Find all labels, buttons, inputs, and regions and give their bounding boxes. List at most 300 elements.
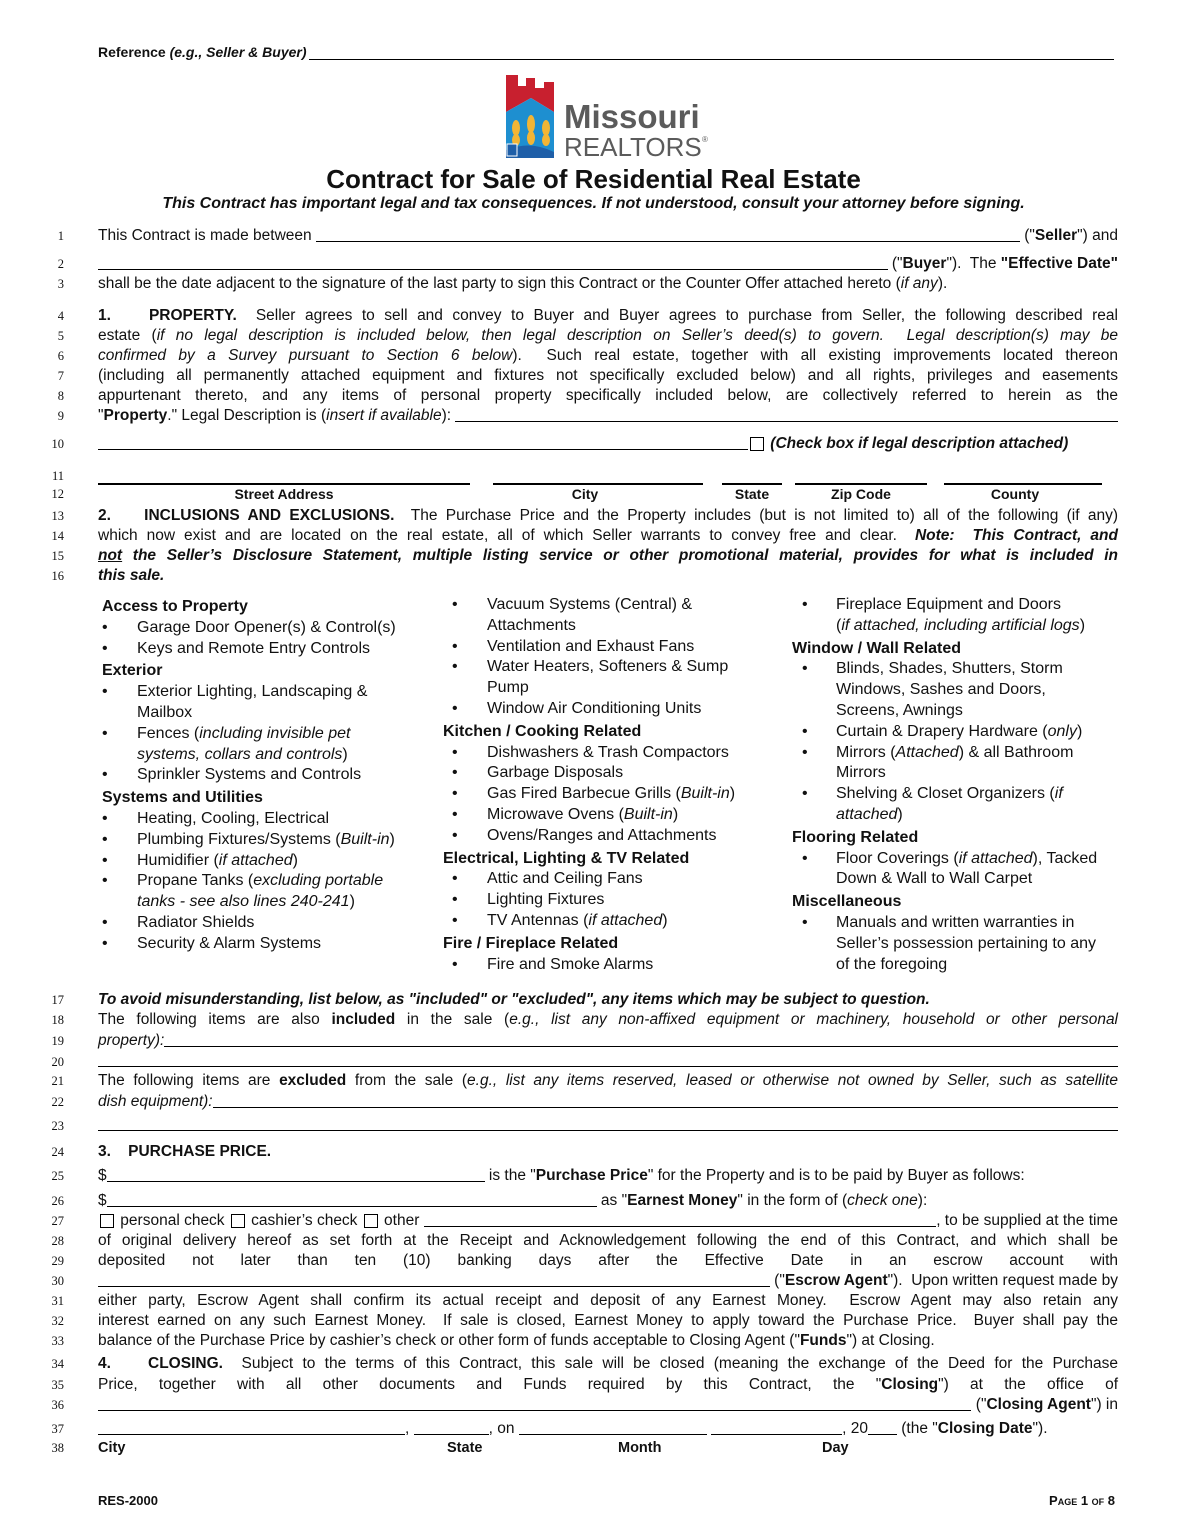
contract-line-6 (98, 346, 1118, 366)
text-run: ") at the office of (938, 1376, 1118, 1393)
fill-in-blank[interactable] (98, 435, 748, 450)
fill-in-blank[interactable] (424, 1212, 936, 1227)
line-number: 17 (51, 993, 64, 1007)
text-run: if attached, including artificial logs (841, 616, 1080, 634)
text-run: estate ( (98, 327, 157, 344)
inclusion-item (443, 637, 773, 658)
county-label: County (990, 486, 1040, 502)
line-number: 9 (57, 409, 64, 423)
text-run: this sale. (98, 567, 165, 584)
text-run: Closing Agent (986, 1396, 1091, 1413)
month-label: Month (618, 1440, 662, 1456)
line-number: 18 (51, 1013, 64, 1027)
line-number: 27 (51, 1214, 64, 1228)
inclusion-item (102, 724, 432, 766)
logo-missouri: Missouri (564, 98, 700, 135)
category-heading: Flooring Related (792, 828, 919, 846)
text-run: Fireplace Equipment and Doors ( (836, 596, 1062, 634)
inclusion-item (792, 743, 1132, 785)
checkbox[interactable] (100, 1214, 114, 1228)
text-run: 1. PROPERTY. (98, 307, 237, 324)
line-number: 7 (57, 369, 64, 383)
contract-line-5 (98, 326, 1118, 346)
text-run: excluding portable tanks - see also lines 240-241 (137, 872, 384, 911)
line-number: 12 (51, 487, 64, 501)
text-run: (" (1019, 227, 1035, 244)
text-run: ) (729, 785, 736, 803)
text-run: The following items are (98, 1072, 280, 1089)
text-run: Microwave Ovens ( (487, 805, 624, 823)
text-run: Garage Door Opener(s) & Control(s) (137, 618, 396, 636)
text-run: Purchase Price (535, 1167, 648, 1184)
inclusion-item (443, 911, 773, 932)
text-run: if attached (218, 851, 293, 869)
text-run: (" (887, 255, 903, 272)
text-run: ) (292, 851, 298, 869)
line-number: 19 (51, 1034, 64, 1048)
inclusions-column-2 (443, 595, 773, 975)
inclusion-item (443, 699, 773, 720)
contract-line-2 (98, 254, 1118, 274)
text-run: Ventilation and Exhaust Fans (487, 637, 695, 655)
text-run: ") and (1077, 227, 1118, 244)
line-number: 15 (51, 549, 64, 563)
county-field[interactable] (944, 483, 1102, 485)
line-number: 25 (51, 1169, 64, 1183)
text-run: Escrow Agent (784, 1272, 888, 1289)
text-run: Subject to the terms of this Contract, this sale will be closed (meaning the exchange of the Deed for the Purchase (222, 1355, 1118, 1372)
text-run: (including all permanently attached equipment and fixtures not specifically excluded below) and all rights, privileges and easements (98, 367, 1118, 384)
line-number: 2 (57, 257, 64, 271)
text-run: Garbage Disposals (487, 764, 624, 782)
text-run: Window Air Conditioning Units (487, 699, 702, 717)
line-number: 20 (51, 1055, 64, 1069)
text-run: Gas Fired Barbecue Grills ( (487, 785, 681, 803)
contract-line-27 (98, 1211, 1118, 1231)
reference-blank[interactable] (309, 47, 1114, 60)
line-number: 24 (51, 1145, 64, 1159)
contract-line-8 (98, 386, 1118, 406)
line-number: 10 (51, 437, 64, 451)
text-run: either party, Escrow Agent shall confirm its actual receipt and deposit of any Earnest Money. Escrow Agent may also retain any (98, 1292, 1118, 1309)
contract-line-19 (98, 1031, 1118, 1051)
contract-line-23 (98, 1116, 1118, 1135)
inclusion-item (443, 595, 773, 637)
fill-in-blank[interactable] (98, 255, 888, 270)
text-run: ). Such real estate, together with all existing improvements located thereon (512, 347, 1119, 364)
inclusion-item (102, 913, 432, 934)
inclusion-item (443, 784, 773, 805)
text-run: Fire and Smoke Alarms (487, 955, 654, 973)
text-run: Seller agrees to sell and convey to Buyer and Buyer agrees to purchase from Seller, the following described real (236, 307, 1118, 324)
text-run: ) (662, 911, 668, 929)
text-run: Closing Date (937, 1420, 1033, 1437)
text-run: , (405, 1420, 414, 1437)
text-run: Attached (895, 743, 959, 761)
category-heading: Fire / Fireplace Related (443, 934, 619, 952)
text-run: ") in (1090, 1396, 1118, 1413)
text-run: only (1047, 722, 1077, 740)
line-number: 13 (51, 509, 64, 523)
text-run: ). (937, 275, 948, 292)
text-run: Built-in (623, 805, 673, 823)
text-run: , 20 (842, 1420, 868, 1437)
text-run: from the sale ( (346, 1072, 468, 1089)
street-address-field[interactable] (98, 483, 470, 485)
fill-in-blank[interactable] (98, 1420, 405, 1435)
text-run: Security & Alarm Systems (137, 934, 322, 952)
text-run: Note: This Contract, and (914, 527, 1118, 544)
contract-line-34 (98, 1354, 1118, 1374)
state-label: State (447, 1440, 483, 1456)
line-number: 11 (51, 469, 64, 483)
text-run: ) & all Bathroom Mirrors (836, 743, 1074, 782)
inclusion-item (443, 805, 773, 826)
text-run: e.g., list any non-affixed equipment or machinery, household or other personal (509, 1011, 1119, 1028)
contract-line-32 (98, 1311, 1118, 1331)
category-heading: Electrical, Lighting & TV Related (443, 849, 690, 867)
contract-line-35 (98, 1375, 1118, 1395)
text-run: 3. PURCHASE PRICE. (98, 1143, 272, 1160)
inclusion-item (443, 743, 773, 764)
line-number: 22 (51, 1095, 64, 1109)
fill-in-blank[interactable] (98, 1396, 971, 1411)
line-number: 1 (57, 229, 64, 243)
text-run: To avoid misunderstanding, list below, as "included" or "excluded", any items which may be subject to question. (98, 991, 930, 1008)
text-run: "). The (946, 255, 1001, 272)
text-run: Property (103, 407, 168, 424)
text-run: TV Antennas ( (487, 911, 589, 929)
text-run: Closing (881, 1376, 939, 1393)
text-run: , to be supplied at the time (936, 1212, 1118, 1229)
contract-line-1 (98, 226, 1118, 246)
reference-field[interactable] (98, 44, 1114, 60)
contract-line-33 (98, 1331, 1118, 1351)
contract-line-15 (98, 546, 1118, 566)
text-run: if attached (836, 785, 1063, 823)
line-number: 35 (51, 1378, 64, 1392)
inclusion-item (102, 682, 432, 724)
text-run: the Seller’s Disclosure Statement, multiple listing service or other promotional material, provides for what is included in (122, 547, 1118, 564)
text-run: Water Heaters, Softeners & Sump Pump (487, 658, 729, 697)
fill-in-blank[interactable] (98, 1272, 770, 1287)
line-number: 36 (51, 1398, 64, 1412)
text-run: "). (1032, 1420, 1048, 1437)
text-run: ): (917, 1192, 928, 1209)
fill-in-blank[interactable] (107, 1167, 485, 1182)
inclusion-item (443, 826, 773, 847)
text-run: of original delivery hereof as set forth at the Receipt and Acknowledgement following the end of this Contract, and which shall be (98, 1232, 1118, 1249)
text-run: personal check (116, 1212, 229, 1229)
category-heading: Systems and Utilities (102, 789, 263, 807)
fill-in-blank[interactable] (455, 407, 1118, 422)
text-run: "). Upon written request made by (887, 1272, 1118, 1289)
text-run: " for the Property and is to be paid by Buyer as follows: (647, 1167, 1025, 1184)
contract-line-21 (98, 1071, 1118, 1091)
city-field[interactable] (493, 483, 703, 485)
contract-line-3 (98, 274, 1118, 294)
line-number: 38 (51, 1441, 64, 1455)
text-run: 4. CLOSING. (98, 1355, 223, 1372)
inclusion-item (102, 639, 432, 660)
fill-in-blank[interactable] (107, 1192, 597, 1207)
inclusion-item (792, 849, 1132, 891)
fill-in-blank[interactable] (519, 1420, 707, 1435)
text-run: dish equipment): (98, 1093, 213, 1110)
contract-line-30 (98, 1271, 1118, 1291)
text-run: is the " (484, 1167, 536, 1184)
fill-in-blank[interactable] (711, 1420, 842, 1435)
text-run: if attached (958, 849, 1033, 867)
line-number: 26 (51, 1194, 64, 1208)
text-run: ) (342, 745, 348, 763)
line-number: 6 (57, 349, 64, 363)
form-id: RES-2000 (98, 1493, 158, 1508)
fill-in-blank[interactable] (868, 1420, 897, 1435)
contract-line-37 (98, 1419, 1118, 1439)
inclusion-item (102, 851, 432, 872)
text-run: Humidifier ( (137, 851, 219, 869)
text-run: confirmed by a Survey pursuant to Section 6 below (98, 347, 513, 364)
text-run: Built-in (680, 785, 730, 803)
text-run: deposited not later than ten (10) banking days after the Effective Date in an escrow account with (98, 1252, 1118, 1269)
contract-line-10 (98, 434, 1118, 454)
inclusions-column-1 (102, 595, 432, 955)
line-number: 29 (51, 1254, 64, 1268)
contract-line-14 (98, 526, 1118, 546)
text-run: not (98, 547, 123, 564)
contract-line-31 (98, 1291, 1118, 1311)
text-run: (" (971, 1396, 987, 1413)
category-heading: Miscellaneous (792, 893, 902, 911)
street-address-label: Street Address (234, 486, 334, 502)
text-run: other (379, 1212, 424, 1229)
line-number: 37 (51, 1422, 64, 1436)
text-run: e.g., list any items reserved, leased or otherwise not owned by Seller, such as satellite (467, 1072, 1118, 1089)
inclusion-item (443, 869, 773, 890)
text-run: Exterior Lighting, Landscaping & Mailbox (137, 683, 368, 721)
contract-line-25 (98, 1166, 1118, 1186)
category-heading: Exterior (102, 662, 163, 680)
page-subtitle: This Contract has important legal and tax consequences. If not understood, consult your attorney before signing. (162, 195, 1025, 212)
text-run: check one (847, 1192, 918, 1209)
fill-in-blank[interactable] (316, 227, 1020, 242)
state-field[interactable] (722, 483, 782, 485)
text-run: This Contract is made between (98, 227, 316, 244)
city-label: City (98, 1440, 126, 1456)
text-run: 2. INCLUSIONS AND EXCLUSIONS. (98, 507, 395, 524)
inclusion-item (443, 890, 773, 911)
zip-code-field[interactable] (795, 483, 927, 485)
text-run: The following items are also (98, 1011, 332, 1028)
text-run: Shelving & Closet Organizers ( (836, 785, 1055, 803)
text-run: Ovens/Ranges and Attachments (487, 826, 717, 844)
text-run: ) (1076, 722, 1083, 740)
category-heading: Kitchen / Cooking Related (443, 722, 642, 740)
contract-line-29 (98, 1251, 1118, 1271)
text-run: (Check box if legal description attached) (766, 435, 1069, 452)
reference-label: Reference (98, 44, 170, 60)
contract-line-22 (98, 1092, 1118, 1112)
category-heading: Window / Wall Related (792, 639, 962, 657)
line-number: 16 (51, 569, 64, 583)
line-number: 34 (51, 1357, 64, 1371)
text-run: Heating, Cooling, Electrical (137, 809, 330, 827)
contract-line-28 (98, 1231, 1118, 1251)
reference-hint: (e.g., Seller & Buyer) (169, 44, 307, 60)
city-label: City (571, 486, 599, 502)
text-run: " (98, 407, 104, 424)
text-run: Blinds, Shades, Shutters, Storm Windows, Sashes and Doors, Screens, Awnings (836, 660, 1063, 719)
text-run: Funds (799, 1332, 847, 1349)
text-run: Mirrors ( (836, 743, 896, 761)
contract-line-20 (98, 1052, 1118, 1071)
text-run: ) (897, 805, 903, 823)
text-run: if any (900, 275, 938, 292)
page-title: Contract for Sale of Residential Real Estate (326, 164, 861, 194)
text-run: ), Tacked Down & Wall to Wall Carpet (836, 849, 1098, 888)
missouri-realtors-logo (504, 72, 714, 162)
text-run: ): (441, 407, 456, 424)
text-run: including invisible pet systems, collars and controls (137, 724, 351, 763)
category-heading: Access to Property (102, 598, 248, 615)
line-number: 28 (51, 1234, 64, 1248)
contract-line-26 (98, 1191, 1118, 1211)
text-run: ) (349, 893, 355, 911)
text-run: The Purchase Price and the Property includes (but is not limited to) all of the following (if any) (394, 507, 1119, 524)
line-number: 30 (51, 1274, 64, 1288)
text-run: Dishwashers & Trash Compactors (487, 743, 729, 761)
inclusion-item (443, 657, 773, 699)
inclusion-item (102, 830, 432, 851)
inclusion-item (792, 722, 1132, 743)
text-run: if no legal description is included below, then legal description on Seller’s deed(s) to govern. Legal description(s) may be (156, 327, 1118, 344)
checkbox[interactable] (231, 1214, 245, 1228)
text-run: , on (488, 1420, 519, 1437)
text-run: ) (672, 805, 679, 823)
fill-in-blank[interactable] (213, 1093, 1118, 1108)
text-run: Attic and Ceiling Fans (487, 870, 643, 888)
text-run: ) (1079, 616, 1086, 634)
text-run: "Effective Date" (1000, 255, 1118, 272)
inclusion-item (792, 784, 1132, 826)
text-run: Fences ( (137, 724, 200, 742)
line-number: 5 (57, 329, 64, 343)
text-run: balance of the Purchase Price by cashier’s check or other form of funds acceptable to Closing Agent (" (98, 1332, 800, 1349)
text-run: Propane Tanks ( (137, 872, 254, 890)
line-number: 31 (51, 1294, 64, 1308)
line-number: 4 (57, 309, 64, 323)
inclusion-item (792, 913, 1132, 975)
text-run: Built-in (340, 830, 390, 848)
text-run: which now exist and are located on the real estate, all of which Seller warrants to convey free and clear. (98, 527, 915, 544)
text-run: in the sale ( (395, 1011, 510, 1028)
text-run: Buyer (902, 255, 947, 272)
line-number: 3 (57, 277, 64, 291)
contract-line-36 (98, 1395, 1118, 1415)
page-number: Page 1 of 8 (1049, 1493, 1115, 1508)
line-number: 33 (51, 1334, 64, 1348)
checkbox[interactable] (364, 1214, 378, 1228)
text-run: Radiator Shields (137, 913, 255, 931)
inclusions-column-3 (792, 595, 1132, 975)
inclusion-item (443, 763, 773, 784)
text-run: Sprinkler Systems and Controls (137, 766, 362, 784)
text-run: as " (596, 1192, 628, 1209)
text-run: ") at Closing. (846, 1332, 935, 1349)
inclusion-item (792, 595, 1132, 637)
logo-registered: ® (702, 135, 708, 144)
checkbox[interactable] (750, 437, 764, 451)
inclusion-item (102, 871, 432, 913)
text-run: Plumbing Fixtures/Systems ( (137, 830, 341, 848)
contract-line-24 (98, 1142, 1118, 1162)
contract-line-17 (98, 990, 1118, 1010)
text-run: Keys and Remote Entry Controls (137, 639, 370, 657)
fill-in-blank[interactable] (164, 1032, 1118, 1047)
text-run: Vacuum Systems (Central) & Attachments (487, 596, 693, 634)
day-label: Day (822, 1440, 849, 1456)
text-run: shall be the date adjacent to the signature of the last party to sign this Contract or the Counter Offer attached hereto ( (98, 275, 901, 292)
contract-line-9 (98, 406, 1118, 426)
text-run: interest earned on any such Earnest Money. If sale is closed, Earnest Money to apply toward the Purchase Price. Buyer shall pay the (98, 1312, 1118, 1329)
contract-line-7 (98, 366, 1118, 386)
text-run: (the " (896, 1420, 938, 1437)
contract-line-18 (98, 1010, 1118, 1030)
text-run: Floor Coverings ( (836, 849, 959, 867)
text-run: Lighting Fixtures (487, 891, 605, 909)
text-run: included (331, 1011, 396, 1028)
text-run: cashier’s check (246, 1212, 362, 1229)
contract-line-13 (98, 506, 1118, 526)
text-run: ." Legal Description is ( (167, 407, 327, 424)
inclusion-item (102, 809, 432, 830)
text-run: Manuals and written warranties in Seller’s possession pertaining to any of the foregoing (836, 913, 1097, 973)
text-run: " in the form of ( (737, 1192, 848, 1209)
text-run: $ (98, 1192, 107, 1209)
line-number: 14 (51, 529, 64, 543)
text-run: excluded (279, 1072, 347, 1089)
inclusion-item (102, 765, 432, 786)
text-run: Earnest Money (627, 1192, 738, 1209)
fill-in-blank[interactable] (98, 1052, 1118, 1067)
line-number: 23 (51, 1119, 64, 1133)
text-run: property): (98, 1032, 165, 1049)
inclusion-item (443, 955, 773, 976)
fill-in-blank[interactable] (414, 1420, 489, 1435)
inclusion-item (102, 618, 432, 639)
logo-realtors: REALTORS (564, 132, 702, 162)
contract-line-16 (98, 566, 1118, 586)
contract-line-4 (98, 306, 1118, 326)
line-number: 32 (51, 1314, 64, 1328)
zip-code-label: Zip Code (831, 486, 891, 502)
fill-in-blank[interactable] (98, 1116, 1118, 1131)
text-run: Seller (1034, 227, 1078, 244)
state-label: State (734, 486, 770, 502)
text-run: ) (389, 830, 395, 848)
line-number: 8 (57, 389, 64, 403)
text-run: insert if available (326, 407, 442, 424)
inclusion-item (102, 934, 432, 955)
inclusion-item (792, 659, 1132, 721)
text-run: $ (98, 1167, 107, 1184)
text-run: (" (769, 1272, 785, 1289)
text-run: Price, together with all other documents and Funds required by this Contract, the " (98, 1376, 882, 1393)
text-run: appurtenant thereto, and any items of personal property specifically included below, are collectively referred to herein as the (98, 387, 1118, 404)
line-number: 21 (51, 1074, 64, 1088)
text-run: Curtain & Drapery Hardware ( (836, 722, 1048, 740)
